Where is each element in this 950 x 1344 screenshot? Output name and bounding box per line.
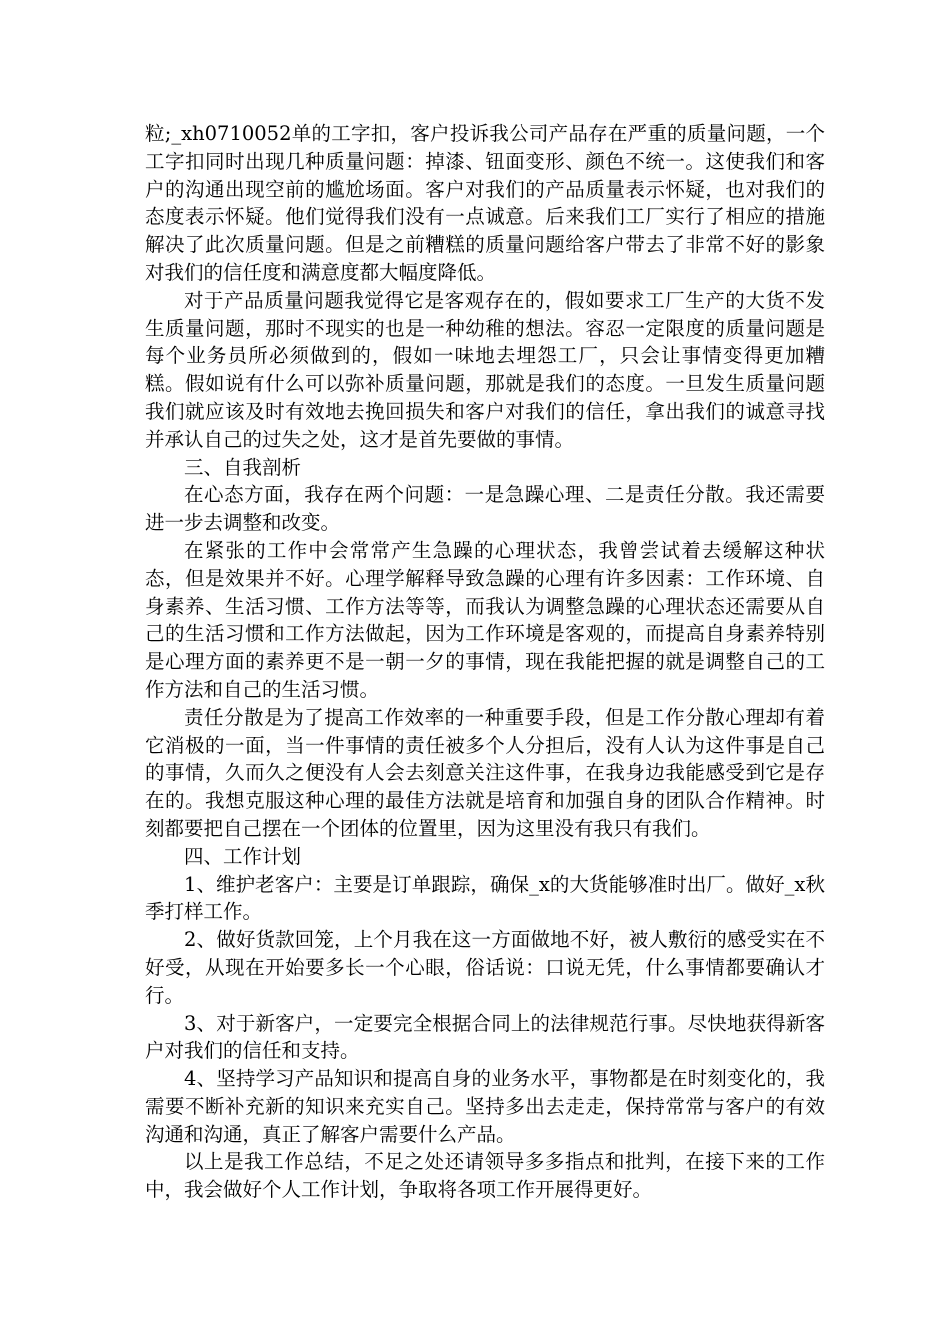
paragraph-responsibility: 责任分散是为了提高工作效率的一种重要手段，但是工作分散心理却有着它消极的一面，当一件事情的责任被多个人分担后，没有人认为这件事是自己的事情，久而久之便没有人会去刻意关注这件事，在我身边我能感受到它是存在的。我想克服这种心理的最佳方法就是培育和加强自身的团队合作精神。时刻都要把自己摆在一个团体的位置里，因为这里没有我只有我们。 — [145, 705, 825, 840]
paragraph-quality-complaint: 粒;_xh0710052单的工字扣，客户投诉我公司产品存在严重的质量问题，一个工字扣同时出现几种质量问题：掉漆、钮面变形、颜色不统一。这使我们和客户的沟通出现空前的尴尬场面。客户对我们的产品质量表示怀疑，也对我们的态度表示怀疑。他们觉得我们没有一点诚意。后来我们工厂实行了相应的措施解决了此次质量问题。但是之前糟糕的质量问题给客户带去了非常不好的影象对我们的信任度和满意度都大幅度降低。 — [145, 122, 825, 284]
paragraph-conclusion: 以上是我工作总结，不足之处还请领导多多指点和批判，在接下来的工作中，我会做好个人工作计划，争取将各项工作开展得更好。 — [145, 1150, 825, 1202]
plan-item-4: 4、坚持学习产品知识和提高自身的业务水平，事物都是在时刻变化的，我需要不断补充新的知识来充实自己。坚持多出去走走，保持常常与客户的有效沟通和沟通，真正了解客户需要什么产品。 — [145, 1067, 825, 1146]
plan-item-2: 2、做好货款回笼，上个月我在这一方面做地不好，被人敷衍的感受实在不好受，从现在开始要多长一个心眼，俗话说：口说无凭，什么事情都要确认才行。 — [145, 928, 825, 1007]
paragraph-quality-attitude: 对于产品质量问题我觉得它是客观存在的，假如要求工厂生产的大货不发生质量问题，那时不现实的也是一种幼稚的想法。容忍一定限度的质量问题是每个业务员所必须做到的，假如一味地去埋怨工厂，只会让事情变得更加糟糕。假如说有什么可以弥补质量问题，那就是我们的态度。一旦发生质量问题我们就应该及时有效地去挽回损失和客户对我们的信任，拿出我们的诚意寻找并承认自己的过失之处，这才是首先要做的事情。 — [145, 288, 825, 451]
paragraph-mindset: 在心态方面，我存在两个问题：一是急躁心理、二是责任分散。我还需要进一步去调整和改变。 — [145, 483, 825, 535]
paragraph-impatience: 在紧张的工作中会常常产生急躁的心理状态，我曾尝试着去缓解这种状态，但是效果并不好。心理学解释导致急躁的心理有许多因素：工作环境、自身素养、生活习惯、工作方法等等，而我认为调整急躁的心理状态还需要从自己的生活习惯和工作方法做起，因为工作环境是客观的，而提高自身素养特别是心理方面的素养更不是一朝一夕的事情，现在我能把握的就是调整自己的工作方法和自己的生活习惯。 — [145, 538, 825, 701]
section-heading-work-plan: 四、工作计划 — [184, 844, 302, 868]
plan-item-3: 3、对于新客户，一定要完全根据合同上的法律规范行事。尽快地获得新客户对我们的信任和支持。 — [145, 1011, 825, 1063]
plan-item-1: 1、维护老客户：主要是订单跟踪，确保_x的大货能够准时出厂。做好_x秋季打样工作。 — [145, 872, 825, 924]
document-body — [145, 120, 825, 1204]
section-heading-self-analysis: 三、自我剖析 — [184, 455, 302, 479]
